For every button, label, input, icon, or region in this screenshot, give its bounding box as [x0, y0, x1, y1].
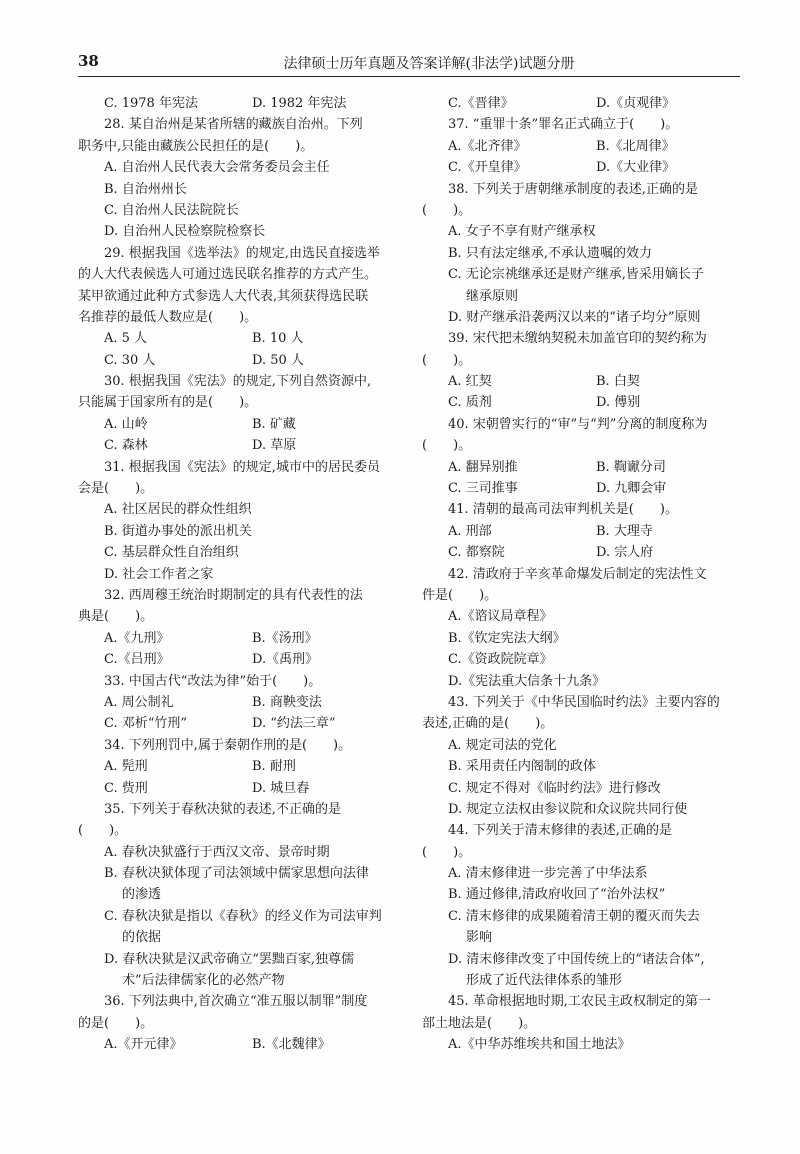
option-d: D. 城旦舂 [252, 780, 310, 796]
options-row [78, 328, 396, 349]
question-stem: 38. 下列关于唐朝继承制度的表述,正确的是 [448, 181, 698, 197]
option-d: D.《宪法重大信条十九条》 [448, 673, 606, 689]
option-a: A. 周公制礼 [104, 694, 174, 710]
option-d: D. “约法三章” [252, 716, 336, 732]
option-b: B.《北周律》 [596, 138, 675, 154]
question-32 [78, 585, 396, 671]
options-row [422, 136, 740, 157]
option-d-continued: 形成了近代法律体系的雏形 [466, 973, 623, 989]
question-stem: ( )。 [422, 352, 472, 368]
option-d: D. 自治州人民检察院检察长 [104, 224, 266, 240]
option-c: C. 森林 [104, 438, 148, 454]
question-42 [422, 564, 740, 692]
option-b: B. 只有法定继承,不承认遗嘱的效力 [448, 245, 652, 261]
option-c: C. 1978 年宪法 [104, 96, 198, 111]
question-stem: 32. 西周穆王统治时期制定的具有代表性的法 [104, 587, 363, 603]
right-column [422, 93, 740, 1056]
option-c: C. 三司推事 [448, 481, 518, 497]
options-row [422, 371, 740, 392]
option-a: A.《北齐律》 [448, 138, 527, 154]
question-stem: 42. 清政府于辛亥革命爆发后制定的宪法性文 [448, 566, 707, 582]
option-d: D. 1982 年宪法 [252, 96, 347, 111]
question-stem: ( )。 [422, 438, 472, 454]
option-c: C. 无论宗祧继承还是财产继承,皆采用嫡长子 [448, 267, 704, 283]
option-c: C. 规定不得对《临时约法》进行修改 [448, 780, 661, 796]
option-d: D. 财产继承沿袭两汉以来的“诸子均分”原则 [448, 309, 701, 325]
option-b: B.《钦定宪法大纲》 [448, 630, 566, 646]
options-row [78, 713, 396, 734]
question-stem: 35. 下列关于春秋决狱的表述,不正确的是 [104, 801, 341, 817]
option-a: A. 红契 [448, 374, 492, 390]
option-a: A. 女子不享有财产继承权 [448, 224, 596, 240]
question-stem: 28. 某自治州是某省所辖的藏族自治州。下列 [104, 117, 363, 133]
question-stem: ( )。 [422, 202, 472, 218]
option-d: D. 社会工作者之家 [104, 566, 214, 582]
option-c-continued: 继承原则 [466, 288, 519, 304]
option-a: A. 5 人 [104, 331, 148, 347]
option-c: C.《吕刑》 [104, 652, 170, 668]
question-stem: 表述,正确的是( )。 [422, 716, 554, 732]
option-d: D. 傅别 [596, 395, 641, 411]
question-stem: 名推荐的最低人数应是( )。 [78, 309, 258, 325]
option-b: B.《汤刑》 [252, 630, 318, 646]
question-stem: 34. 下列刑罚中,属于秦朝作刑的是( )。 [104, 737, 352, 753]
options-row [78, 649, 396, 670]
option-a: A. 自治州人民代表大会常务委员会主任 [104, 160, 330, 176]
option-b: B. 鞫谳分司 [596, 459, 666, 475]
option-c: C. 邓析“竹刑” [104, 716, 188, 732]
left-column [78, 93, 396, 1056]
option-a: A.《谘议局章程》 [448, 609, 553, 625]
question-stem: 41. 清朝的最高司法审判机关是( )。 [448, 502, 678, 518]
question-stem: 40. 宋朝曾实行的“审”与“判”分离的制度称为 [448, 416, 708, 432]
options-row [78, 350, 396, 371]
option-d: D.《大业律》 [596, 160, 676, 176]
question-stem: ( )。 [422, 844, 472, 860]
option-b: B. 大理寺 [596, 523, 653, 539]
question-30 [78, 371, 396, 457]
option-b: B. 街道办事处的派出机关 [104, 523, 252, 539]
option-b: B. 矿藏 [252, 416, 296, 432]
option-d: D.《禹刑》 [252, 652, 319, 668]
question-stem: 某甲欲通过此种方式参选人大代表,其须获得选民联 [78, 288, 369, 304]
options-row [422, 392, 740, 413]
question-41 [422, 499, 740, 563]
option-b: B. 10 人 [252, 331, 304, 347]
options-row [422, 521, 740, 542]
question-stem: 职务中,只能由藏族公民担任的是( )。 [78, 138, 314, 154]
question-stem: ( )。 [78, 823, 128, 839]
options-row [422, 157, 740, 178]
page-header [78, 46, 740, 77]
options-row [78, 1034, 396, 1055]
option-d: D.《贞观律》 [596, 96, 676, 111]
question-40 [422, 414, 740, 500]
option-b: B. 耐刑 [252, 759, 296, 775]
question-stem: 的人大代表候选人可通过选民联名推荐的方式产生。 [78, 267, 378, 283]
header-title: 法律硕士历年真题及答案详解(非法学)试题分册 [283, 56, 575, 72]
question-39 [422, 328, 740, 414]
option-a: A. 山岭 [104, 416, 148, 432]
question-37 [422, 114, 740, 178]
question-stem: 44. 下列关于清末修律的表述,正确的是 [448, 823, 672, 839]
question-stem: 43. 下列关于《中华民国临时约法》主要内容的 [448, 694, 720, 710]
question-stem: 45. 革命根据地时期,工农民主政权制定的第一 [448, 994, 711, 1010]
option-a: A. 规定司法的党化 [448, 737, 557, 753]
option-b-continued: 的渗透 [122, 887, 162, 903]
option-c-continued: 影响 [466, 930, 493, 946]
option-d: D. 九卿会审 [596, 481, 667, 497]
options-row [422, 542, 740, 563]
option-b: B. 春秋决狱体现了司法领域中儒家思想向法律 [104, 866, 369, 882]
question-34 [78, 735, 396, 799]
question-44 [422, 820, 740, 991]
option-a: A. 刑部 [448, 523, 492, 539]
question-31 [78, 457, 396, 585]
options-row [78, 692, 396, 713]
option-a: A.《开元律》 [104, 1037, 183, 1053]
option-d: D. 清末修律改变了中国传统上的“诸法合体”, [448, 951, 705, 967]
options-row [78, 756, 396, 777]
option-c: C. 赀刑 [104, 780, 148, 796]
option-a: A.《中华苏维埃共和国土地法》 [448, 1037, 631, 1053]
option-c: C.《资政院院章》 [448, 652, 553, 668]
option-a: A. 髡刑 [104, 759, 148, 775]
option-b: B. 通过修律,清政府收回了“治外法权” [448, 887, 666, 903]
question-stem: 36. 下列法典中,首次确立“准五服以制罪”制度 [104, 994, 368, 1010]
question-stem: 37. “重罪十条”罪名正式确立于( )。 [448, 117, 679, 133]
option-c: C. 清末修律的成果随着清王朝的覆灭而失去 [448, 908, 700, 924]
option-b: B. 商鞅变法 [252, 694, 322, 710]
question-43 [422, 692, 740, 820]
question-stem: 会是( )。 [78, 481, 154, 497]
question-stem: 件是( )。 [422, 587, 498, 603]
option-b: B. 自治州州长 [104, 181, 187, 197]
option-a: A. 翻异别推 [448, 459, 518, 475]
options-row [422, 478, 740, 499]
option-c: C. 基层群众性自治组织 [104, 545, 239, 561]
option-c-continued: 的依据 [122, 930, 162, 946]
question-27-options-cd [78, 93, 396, 114]
question-36-options-cd [422, 93, 740, 114]
options-row [422, 457, 740, 478]
page-number: 38 [78, 52, 99, 70]
option-b: B. 采用责任内阁制的政体 [448, 759, 596, 775]
question-stem: 31. 根据我国《宪法》的规定,城市中的居民委员 [104, 459, 380, 475]
question-stem: 30. 根据我国《宪法》的规定,下列自然资源中, [104, 374, 372, 390]
options-row [78, 628, 396, 649]
option-c: C.《晋律》 [448, 96, 514, 111]
question-38 [422, 179, 740, 329]
option-a: A. 春秋决狱盛行于西汉文帝、景帝时期 [104, 844, 330, 860]
option-c: C. 自治州人民法院院长 [104, 202, 239, 218]
option-a: A. 清末修律进一步完善了中华法系 [448, 866, 648, 882]
option-b: B.《北魏律》 [252, 1037, 331, 1053]
options-row [78, 414, 396, 435]
option-d: D. 草原 [252, 438, 297, 454]
options-row [78, 435, 396, 456]
option-c: C. 春秋决狱是指以《春秋》的经义作为司法审判 [104, 908, 382, 924]
option-c: C. 30 人 [104, 352, 156, 368]
question-stem: 29. 根据我国《选举法》的规定,由选民直接选举 [104, 245, 380, 261]
question-36 [78, 991, 396, 1055]
question-stem: 33. 中国古代“改法为律”始于( )。 [104, 673, 322, 689]
option-a: A.《九刑》 [104, 630, 170, 646]
option-c: C. 都察院 [448, 545, 505, 561]
question-45 [422, 991, 740, 1055]
option-d: D. 春秋决狱是汉武帝确立“罢黜百家,独尊儒 [104, 951, 355, 967]
question-stem: 部土地法是( )。 [422, 1015, 537, 1031]
question-stem: 39. 宋代把未缴纳契税未加盖官印的契约称为 [448, 331, 707, 347]
option-d-continued: 术”后法律儒家化的必然产物 [122, 973, 285, 989]
option-a: A. 社区居民的群众性组织 [104, 502, 252, 518]
question-stem: 只能属于国家所有的是( )。 [78, 395, 258, 411]
question-35 [78, 799, 396, 992]
option-b: B. 白契 [596, 374, 640, 390]
options-row [78, 778, 396, 799]
option-d: D. 规定立法权由参议院和众议院共同行使 [448, 801, 688, 817]
question-stem: 典是( )。 [78, 609, 154, 625]
option-d: D. 50 人 [252, 352, 304, 368]
option-c: C. 质剂 [448, 395, 492, 411]
question-stem: 的是( )。 [78, 1015, 154, 1031]
question-33 [78, 671, 396, 735]
question-29 [78, 243, 396, 371]
option-d: D. 宗人府 [596, 545, 654, 561]
question-28 [78, 114, 396, 242]
option-c: C.《开皇律》 [448, 160, 527, 176]
